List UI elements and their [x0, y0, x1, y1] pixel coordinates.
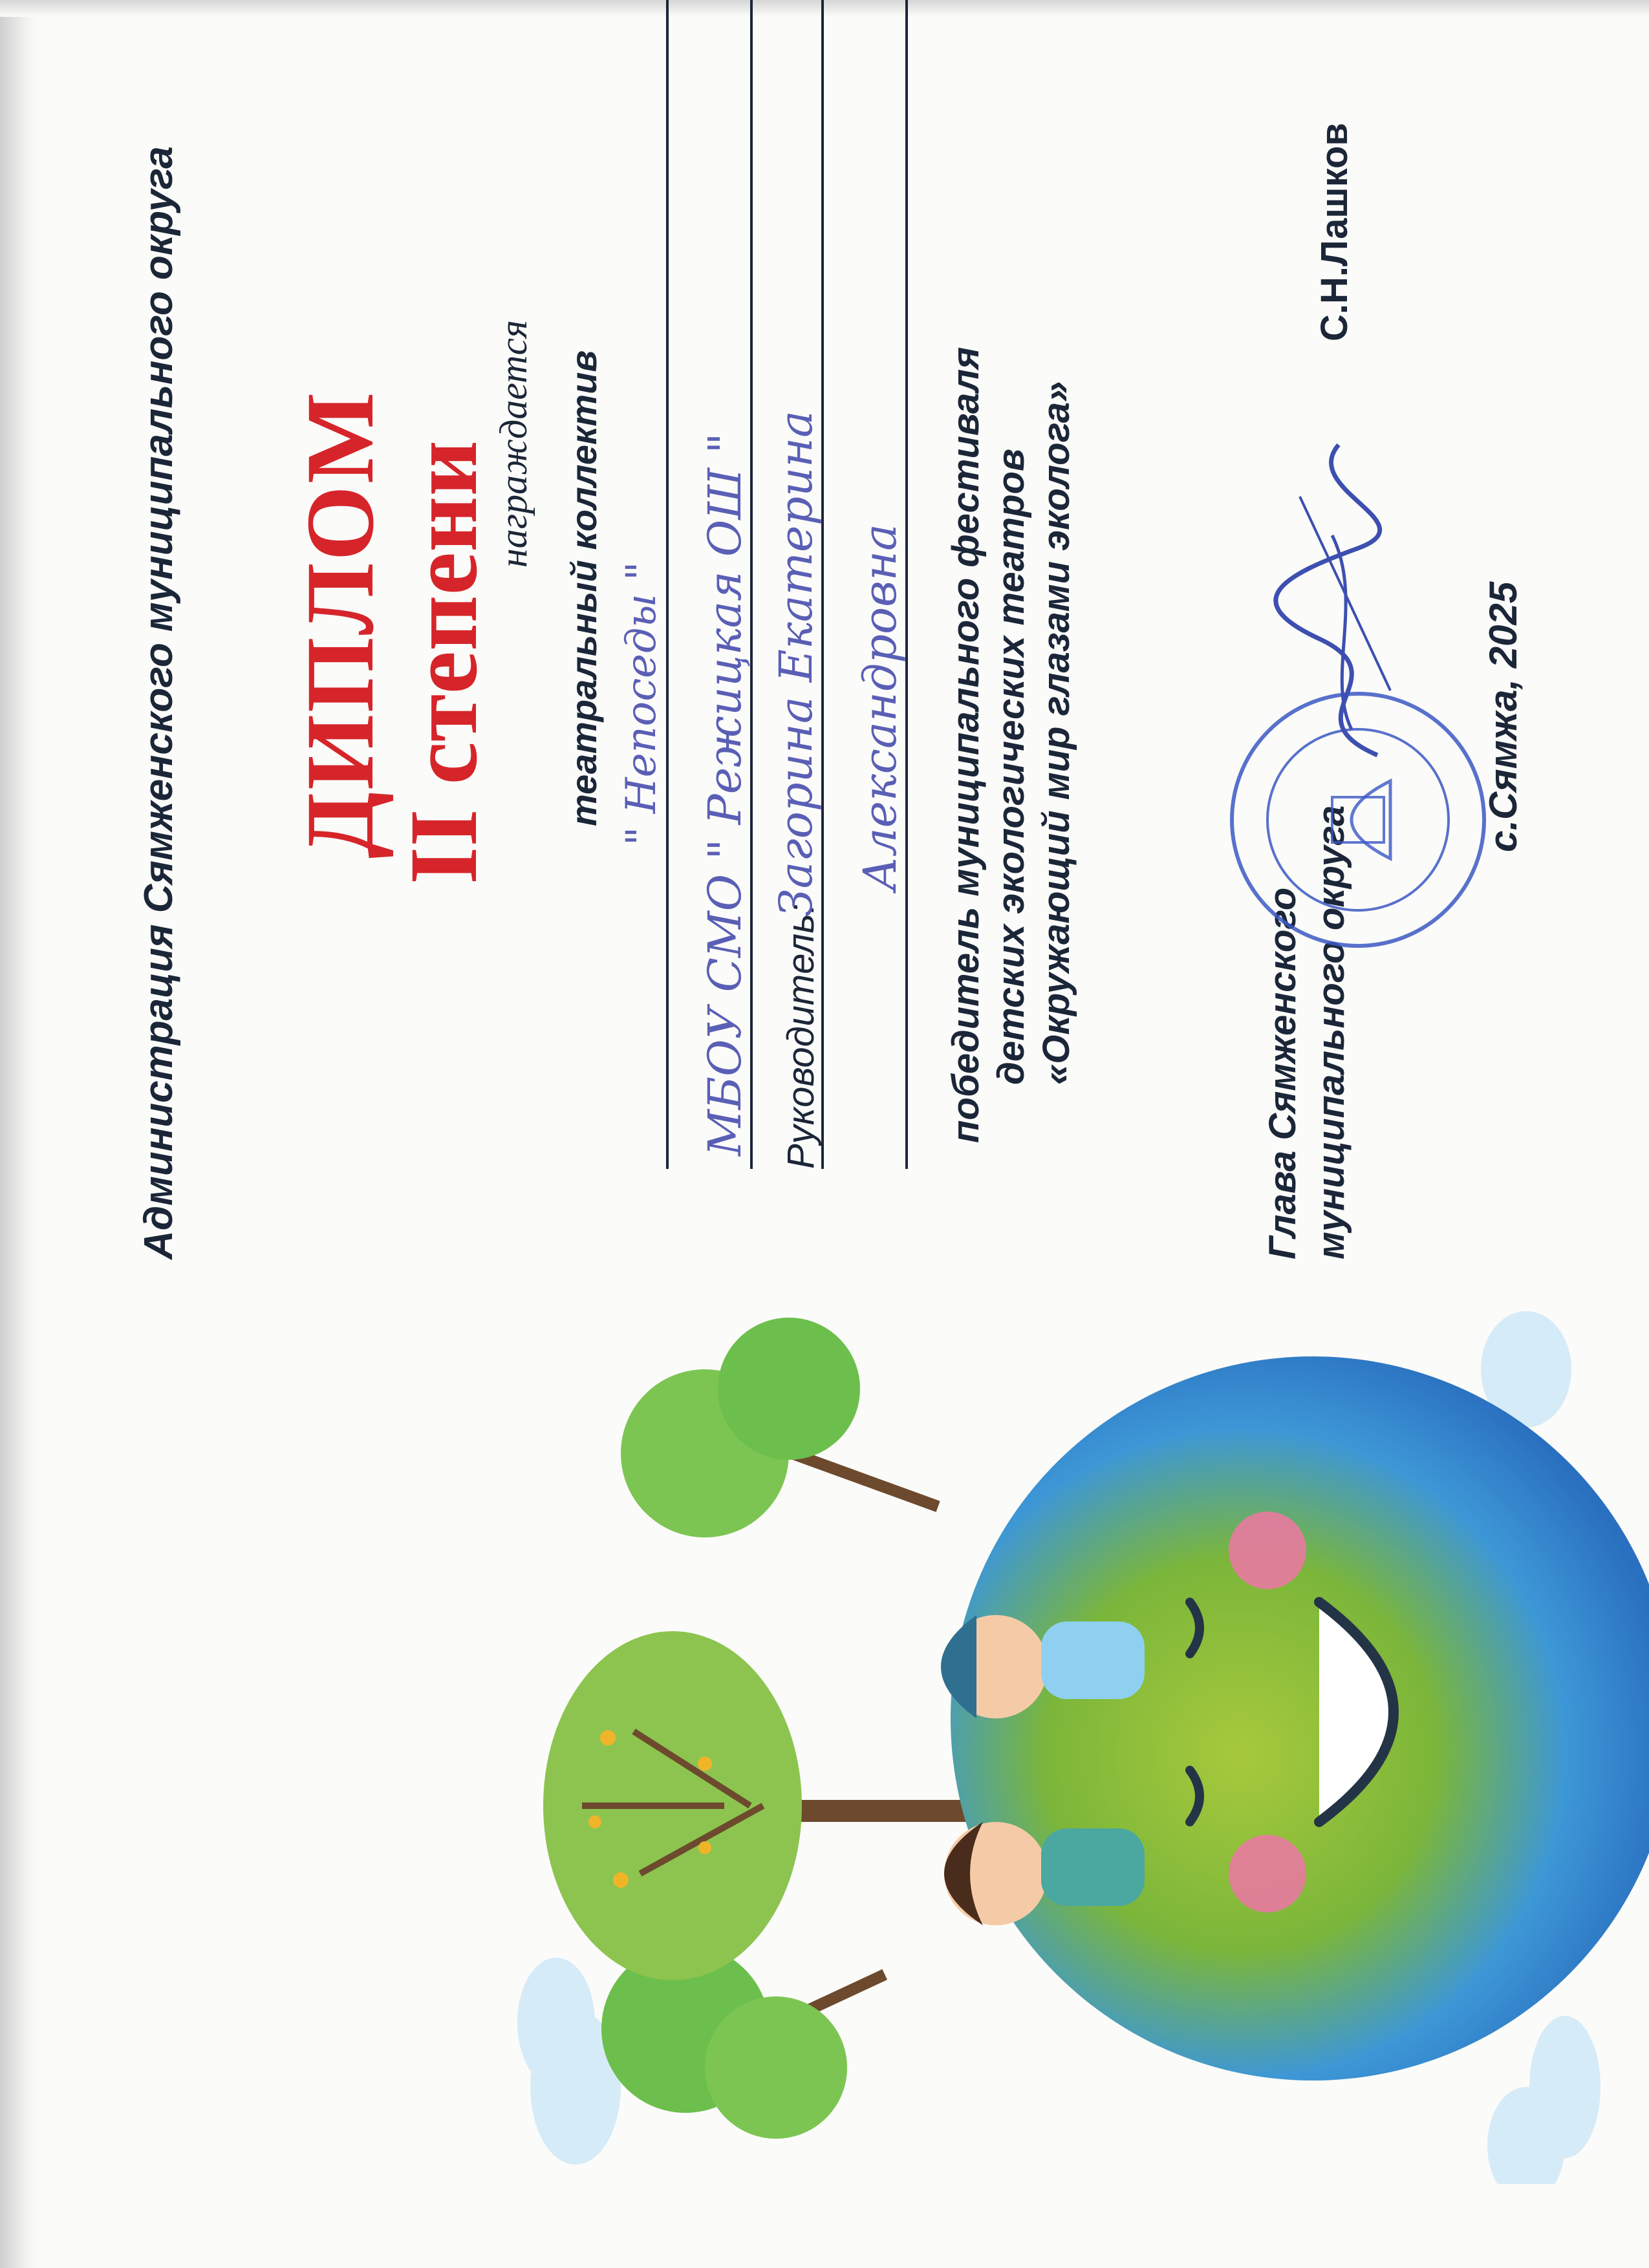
handwritten-leader-patronymic: Александровна — [854, 524, 907, 891]
collective-label: театральный коллектив — [563, 350, 604, 826]
diploma-title: ДИПЛОМ — [286, 390, 394, 859]
handwritten-school: МБОУ СМО " Режицкая ОШ " — [698, 433, 751, 1156]
leader-label: Руководитель: — [780, 903, 822, 1169]
winner-line: победитель муниципального фестиваля — [945, 347, 987, 1143]
place-year: с.Сямжа, 2025 — [1482, 581, 1525, 852]
head-title-line1: Глава Сямженского — [1262, 887, 1304, 1259]
head-title-line2: муниципального округа — [1310, 805, 1352, 1259]
administration-header: Администрация Сямженского муниципального округа — [136, 146, 181, 1259]
festival-name: «Окружающий мир глазами эколога» — [1035, 381, 1077, 1085]
handwritten-collective-name: " Непоседы " — [618, 561, 665, 846]
awarded-text: награждается — [492, 319, 535, 568]
diploma-degree: II степени — [390, 440, 497, 884]
earth-illustration — [427, 1292, 1649, 2184]
handwritten-leader-name: Загорина Екатерина — [770, 410, 823, 917]
festival-line: детских экологических театров — [990, 448, 1032, 1085]
handwritten-signature — [1261, 432, 1429, 768]
tree-right — [621, 1318, 940, 1537]
fill-line — [666, 0, 669, 1169]
signatory-name: С.Н.Лашков — [1313, 122, 1355, 341]
earth-globe — [951, 1356, 1649, 2081]
